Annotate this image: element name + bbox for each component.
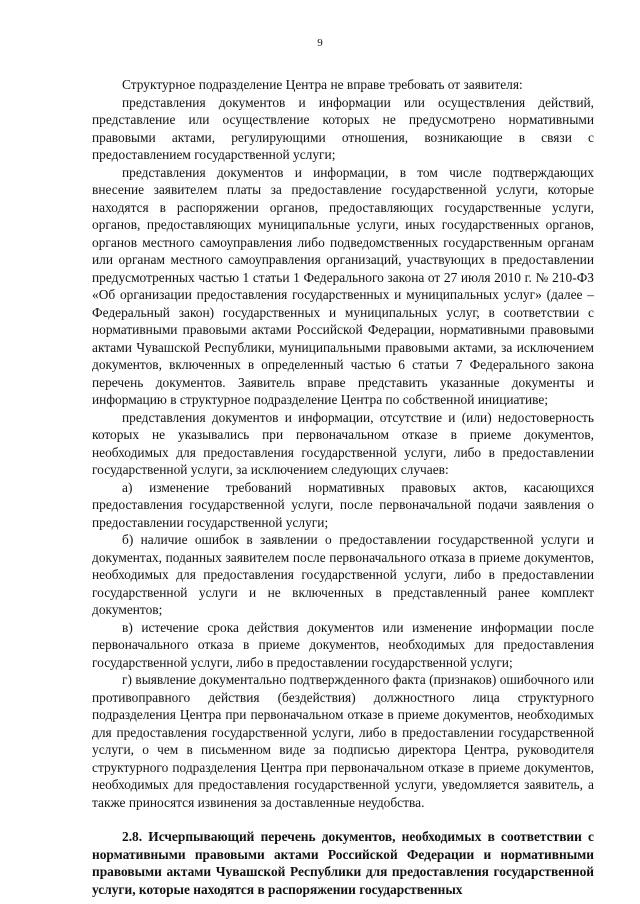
section-heading-2-8: 2.8. Исчерпывающий перечень документов, необходимых в соответствии с нормативными правовыми актами Российской Федерации и нормативными правовыми актами Чувашской Республики для предоставления государственной услуги, которые находятся в распоряжении государственных [92, 829, 594, 897]
paragraph-requirement-3: представления документов и информации, отсутствие и (или) недостоверность которых не указывались при первоначальном отказе в приеме документов, необходимых для предоставления государственной услуги, либо в предоставлении государственной услуги, за исключением следующих случаев: [92, 409, 594, 477]
list-item-v: в) истечение срока действия документов или изменение информации после первоначального отказа в приеме документов, необходимых для предоставления государственной услуги, либо в предоставлении государственной услуги; [92, 619, 594, 670]
document-body [92, 76, 594, 898]
page-number: 9 [317, 37, 323, 49]
paragraph-intro: Структурное подразделение Центра не вправе требовать от заявителя: [122, 77, 523, 92]
list-item-b: б) наличие ошибок в заявлении о предоставлении государственной услуги и документах, поданных заявителем после первоначального отказа в приеме документов, необходимых для предоставления государственной услуги, либо в предоставлении государственной услуги и не включенных в представленный ранее комплект документов; [92, 532, 594, 617]
list-item-a: а) изменение требований нормативных правовых актов, касающихся предоставления государственной услуги, после первоначальной подачи заявления о предоставлении государственной услуги; [92, 479, 594, 530]
paragraph-requirement-1: представления документов и информации или осуществления действий, представление или осуществление которых не предусмотрено нормативными правовыми актами, регулирующими отношения, возникающие в связи с предоставлением государственной услуги; [92, 94, 594, 162]
list-item-g: г) выявление документально подтвержденного факта (признаков) ошибочного или противоправного действия (бездействия) должностного лица структурного подразделения Центра при первоначальном отказе в приеме документов, необходимых для предоставления государственной услуги, либо в предоставлении государственной услуги, о чем в письменном виде за подписью директора Центра, руководителя структурного подразделения Центра при первоначальном отказе в приеме документов, необходимых для предоставления государственной услуги, уведомляется заявитель, а также приносятся извинения за доставленные неудобства. [92, 672, 594, 810]
paragraph-requirement-2: представления документов и информации, в том числе подтверждающих внесение заявителем платы за предоставление государственной услуги, которые находятся в распоряжении органов, предоставляющих государственные услуги, органов, предоставляющих муниципальные услуги, иных государственных органов, органов местного самоуправления либо подведомственных государственным органам или органам местного самоуправления организаций, участвующих в предоставлении предусмотренных частью 1 статьи 1 Федерального закона от 27 июля 2010 г. № 210-ФЗ «Об организации предоставления государственных и муниципальных услуг» (далее – Федеральный закон) государственных и муниципальных услуг, в соответствии с нормативными правовыми актами Российской Федерации, нормативными правовыми актами Чувашской Республики, муниципальными правовыми актами, за исключением документов, включенных в определенный частью 6 статьи 7 Федерального закона перечень документов. Заявитель вправе представить указанные документы и информацию в структурное подразделение Центра по собственной инициативе; [92, 164, 594, 407]
